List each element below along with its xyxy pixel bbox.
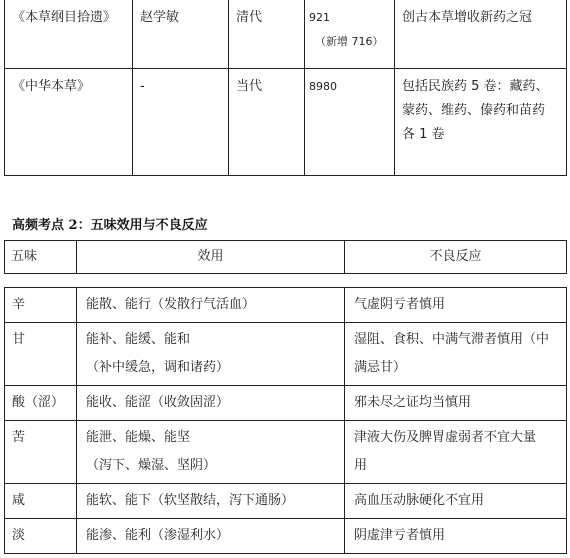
header-adverse: 不良反应	[345, 241, 567, 274]
table-row	[5, 0, 567, 69]
book-dynasty: 当代	[236, 79, 263, 94]
adverse-line: 津液大伤及脾胃虚弱者不宜大量	[354, 430, 537, 445]
table-row	[5, 288, 567, 323]
book-title: 《中华本草》	[12, 79, 91, 94]
book-count: 8980	[309, 80, 337, 93]
adverse-line: 邪未尽之证均当慎用	[354, 395, 472, 410]
section-title: 高频考点 2：五味效用与不良反应	[12, 218, 208, 233]
book-count: 921	[309, 11, 330, 24]
taste-cell: 苦	[5, 421, 77, 484]
taste-cell: 咸	[5, 484, 77, 519]
effect-line: 能补、能缓、能和	[86, 332, 191, 347]
book-count-note: （新增 716）	[315, 35, 384, 48]
book-significance: 创古本草增收新药之冠	[402, 10, 533, 25]
book-significance-line: 蒙药、维药、傣药和苗药	[402, 103, 546, 118]
effect-line: 能渗、能利（渗湿利水）	[86, 528, 230, 543]
table-row	[5, 484, 567, 519]
taste-cell: 甘	[5, 323, 77, 386]
effect-line: 能收、能涩（收敛固涩）	[86, 395, 230, 410]
table-row	[5, 519, 567, 554]
header-effect: 效用	[77, 241, 345, 274]
table-row	[5, 386, 567, 421]
book-significance-line: 各 1 卷	[402, 127, 445, 142]
adverse-line: 阴虚津亏者慎用	[354, 528, 446, 543]
book-significance-line: 包括民族药 5 卷：藏药、	[402, 79, 549, 94]
header-taste: 五味	[5, 241, 77, 274]
adverse-line: 气虚阴亏者慎用	[354, 297, 446, 312]
taste-table	[4, 287, 567, 554]
effect-line: 能软、能下（软坚散结，泻下通肠）	[86, 493, 295, 508]
book-author: 赵学敏	[140, 10, 180, 25]
taste-cell: 酸（涩）	[5, 386, 77, 421]
table-row	[5, 421, 567, 484]
adverse-line: 满忌甘）	[354, 360, 407, 375]
adverse-line: 用	[354, 458, 368, 473]
book-title: 《本草纲目拾遗》	[12, 10, 117, 25]
taste-cell: 淡	[5, 519, 77, 554]
table-row	[5, 69, 567, 176]
effect-line: 能泄、能燥、能坚	[86, 430, 191, 445]
herb-books-table	[4, 0, 567, 176]
taste-cell: 辛	[5, 288, 77, 323]
book-author: -	[140, 79, 145, 94]
effect-line: （补中缓急，调和诸药）	[86, 360, 230, 375]
effect-line: （泻下、燥湿、坚阴）	[86, 458, 217, 473]
header-row	[5, 241, 567, 274]
taste-table-header	[4, 240, 567, 274]
table-row	[5, 323, 567, 386]
adverse-line: 湿阻、食积、中满气滞者慎用（中	[354, 332, 550, 347]
effect-line: 能散、能行（发散行气活血）	[86, 297, 256, 312]
adverse-line: 高血压动脉硬化不宜用	[354, 493, 485, 508]
book-dynasty: 清代	[236, 10, 263, 25]
